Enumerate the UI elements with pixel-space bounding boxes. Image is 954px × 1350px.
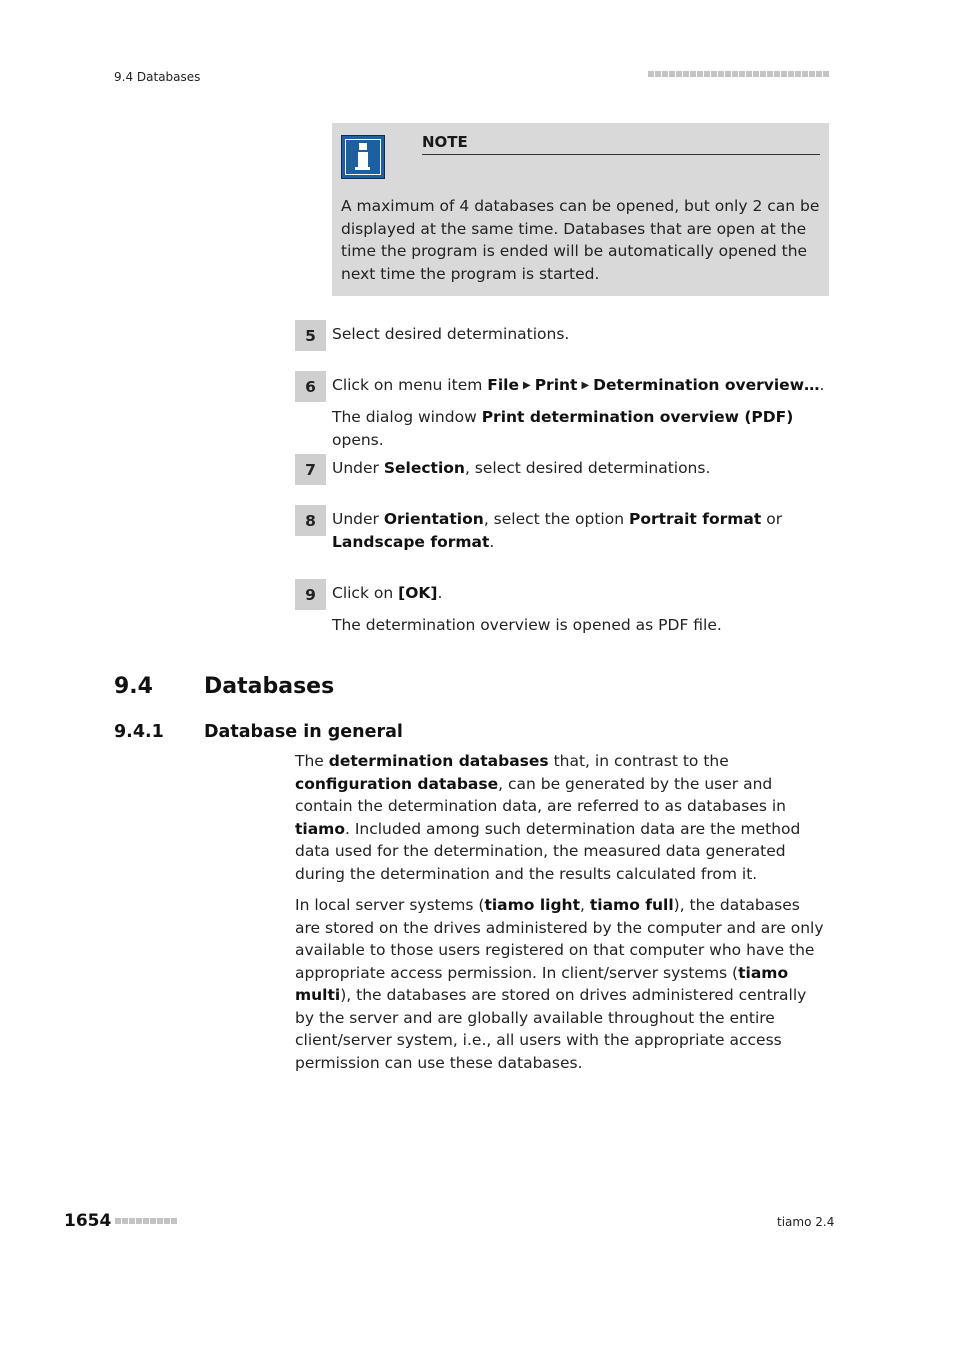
info-icon [341,135,385,179]
decorative-square [816,71,822,77]
footer-decoration [115,1218,177,1224]
decorative-square [739,71,745,77]
decorative-square [732,71,738,77]
menu-arrow-icon: ▶ [581,380,590,391]
decorative-square [753,71,759,77]
step-text: Under Selection, select desired determinations. [332,459,711,477]
decorative-square [662,71,668,77]
decorative-square [676,71,682,77]
step-number: 8 [295,505,326,536]
decorative-square [802,71,808,77]
step-result: The determination overview is opened as PDF file. [332,616,722,634]
running-header: 9.4 Databases [114,70,201,84]
decorative-square [781,71,787,77]
decorative-square [150,1218,156,1224]
decorative-square [725,71,731,77]
step-text: Under Orientation, select the option Portrait format or Landscape format. [332,510,783,551]
note-text: A maximum of 4 databases can be opened, but only 2 can be displayed at the same time. Databases that are open at the time the program is ended will be automatically opened the next time the program is started. [341,197,820,283]
step-number: 6 [295,371,326,402]
decorative-square [669,71,675,77]
decorative-square [760,71,766,77]
decorative-square [164,1218,170,1224]
decorative-square [683,71,689,77]
decorative-square [655,71,661,77]
decorative-square [115,1218,121,1224]
note-box [332,123,829,296]
decorative-square [711,71,717,77]
body-paragraph: In local server systems (tiamo light, tiamo full), the databases are stored on the drives administered by the computer and are only available to those users registered on that computer who have the appropriate access permission. In client/server systems (tiamo multi), the databases are stored on drives administered centrally by the server and are globally available throughout the entire client/server system, i.e., all users with the appropriate access permission can use these databases. [295,896,824,1072]
decorative-square [648,71,654,77]
body-paragraph: The determination databases that, in contrast to the configuration database, can be generated by the user and contain the determination data, are referred to as databases in tiamo. Included among such determination data are the method data used for the determination, the measured data generated during the determination and the results calculated from it. [295,752,801,883]
decorative-square [690,71,696,77]
decorative-square [823,71,829,77]
decorative-square [136,1218,142,1224]
subsection-number: 9.4.1 [114,722,164,742]
step-text: Click on [OK]. [332,584,443,602]
decorative-square [795,71,801,77]
step-text: Click on menu item File ▶ Print ▶ Determination overview…. [332,376,825,394]
decorative-square [143,1218,149,1224]
step-number: 7 [295,454,326,485]
decorative-square [788,71,794,77]
decorative-square [746,71,752,77]
section-title: Databases [204,674,335,699]
product-name: tiamo 2.4 [777,1215,835,1229]
note-title: NOTE [422,133,820,155]
decorative-square [122,1218,128,1224]
step-number: 5 [295,320,326,351]
section-number: 9.4 [114,674,153,699]
subsection-title: Database in general [204,722,403,742]
step-text: Select desired determinations. [332,325,570,343]
decorative-square [704,71,710,77]
step-number: 9 [295,579,326,610]
header-decoration [648,71,829,77]
decorative-square [171,1218,177,1224]
decorative-square [774,71,780,77]
step-result: The dialog window Print determination overview (PDF) opens. [332,408,794,449]
menu-arrow-icon: ▶ [522,380,531,391]
decorative-square [697,71,703,77]
page-number: 1654 [64,1211,112,1231]
decorative-square [809,71,815,77]
decorative-square [718,71,724,77]
decorative-square [767,71,773,77]
decorative-square [129,1218,135,1224]
decorative-square [157,1218,163,1224]
